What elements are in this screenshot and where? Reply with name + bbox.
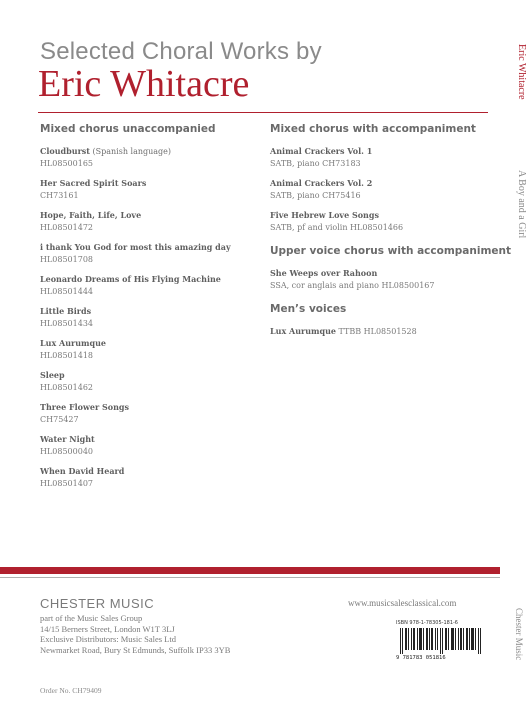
work-note: (Spanish language) — [89, 147, 172, 156]
work-title: Lux Aurumque — [270, 326, 337, 336]
left-column — [40, 123, 260, 498]
work-entry — [270, 146, 495, 169]
work-code: SATB, piano CH75416 — [270, 190, 361, 200]
work-title: Water Night — [40, 434, 95, 444]
work-entry — [270, 178, 495, 201]
work-title: i thank You God for most this amazing day — [40, 242, 231, 252]
work-entry — [40, 402, 260, 425]
work-entry — [40, 370, 260, 393]
work-entry — [40, 434, 260, 457]
spine-publisher: Chester Music — [514, 608, 524, 661]
work-code: TTBB HL08501528 — [336, 327, 417, 336]
work-entry — [40, 274, 260, 297]
publisher-address — [40, 613, 230, 655]
work-title: Five Hebrew Love Songs — [270, 210, 379, 220]
work-entry — [40, 210, 260, 233]
page-heading-composer: Eric Whitacre — [38, 63, 250, 105]
work-title: Leonardo Dreams of His Flying Machine — [40, 274, 221, 284]
work-title: She Weeps over Rahoon — [270, 268, 378, 278]
section-title-mens-voices: Men’s voices — [270, 303, 347, 315]
work-entry — [270, 210, 495, 233]
publisher-line: Exclusive Distributors: Music Sales Ltd — [40, 634, 176, 644]
work-title: Sleep — [40, 370, 65, 380]
publisher-name: CHESTER MUSIC — [40, 596, 155, 611]
work-title: Cloudburst — [40, 146, 90, 156]
work-code: HL08501418 — [40, 350, 94, 360]
work-entry — [40, 466, 260, 489]
section-title-mixed-unaccompanied: Mixed chorus unaccompanied — [40, 123, 216, 135]
page-heading-line1: Selected Choral Works by — [40, 38, 322, 65]
footer-gray-rule — [0, 577, 500, 578]
footer-red-band — [0, 567, 500, 574]
work-code: CH75427 — [40, 414, 79, 424]
work-code: HL08501434 — [40, 318, 94, 328]
order-number: Order No. CH79409 — [40, 686, 102, 695]
work-code: SATB, piano CH73183 — [270, 158, 361, 168]
work-title: Little Birds — [40, 306, 92, 316]
work-entry — [40, 242, 260, 265]
barcode-icon — [396, 628, 488, 660]
isbn-label: ISBN 978-1-78305-181-6 — [396, 620, 458, 626]
work-entry — [40, 306, 260, 329]
right-column — [270, 123, 512, 347]
work-entry — [270, 268, 495, 291]
heading-divider — [38, 112, 488, 113]
work-entry — [40, 146, 260, 169]
work-code: HL08500165 — [40, 158, 94, 168]
work-code: HL08501708 — [40, 254, 94, 264]
work-code: HL08501462 — [40, 382, 94, 392]
work-code: SATB, pf and violin HL08501466 — [270, 222, 404, 232]
work-title: Lux Aurumque — [40, 338, 107, 348]
spine-title: A Boy and a Girl — [516, 170, 527, 239]
barcode — [396, 620, 488, 660]
work-code: HL08501444 — [40, 286, 94, 296]
publisher-line: part of the Music Sales Group — [40, 613, 143, 623]
work-code: SSA, cor anglais and piano HL08500167 — [270, 280, 435, 290]
work-code: CH73161 — [40, 190, 79, 200]
spine-author: Eric Whitacre — [516, 44, 527, 100]
section-title-upper-voice: Upper voice chorus with accompaniment — [270, 245, 512, 257]
work-code: HL08501407 — [40, 478, 94, 488]
work-code: HL08501472 — [40, 222, 94, 232]
work-entry — [270, 326, 495, 338]
work-title: Hope, Faith, Life, Love — [40, 210, 142, 220]
work-title: Three Flower Songs — [40, 402, 130, 412]
work-entry — [40, 338, 260, 361]
work-title: Animal Crackers Vol. 2 — [270, 178, 373, 188]
publisher-line: 14/15 Berners Street, London W1T 3LJ — [40, 623, 175, 634]
work-entry — [40, 178, 260, 201]
work-title: Animal Crackers Vol. 1 — [270, 146, 373, 156]
work-title: Her Sacred Spirit Soars — [40, 178, 147, 188]
section-title-mixed-accompanied: Mixed chorus with accompaniment — [270, 123, 476, 135]
website-link[interactable]: www.musicsalesclassical.com — [348, 598, 457, 608]
barcode-digits: 9 781783 051816 — [396, 655, 446, 660]
publisher-line: Newmarket Road, Bury St Edmunds, Suffolk IP33 3YB — [40, 644, 231, 655]
work-code: HL08500040 — [40, 446, 94, 456]
work-title: When David Heard — [40, 466, 125, 476]
